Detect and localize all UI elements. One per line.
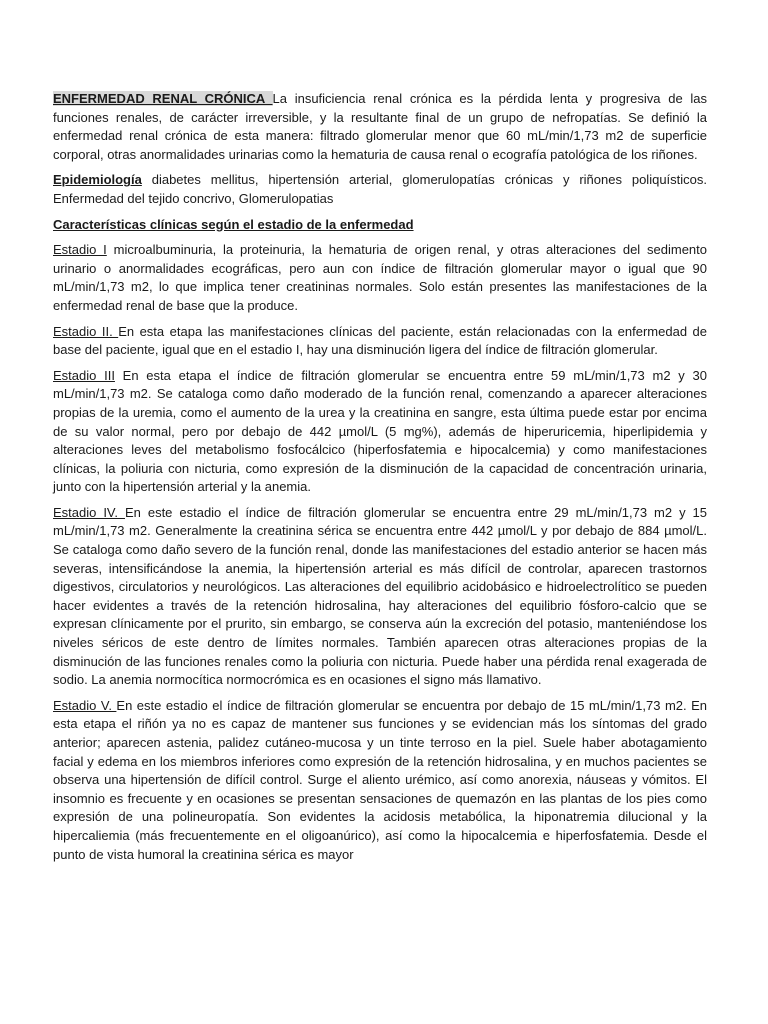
stage-5-label: Estadio V. [53,697,117,713]
section-heading: Características clínicas según el estadio de la enfermedad [53,216,414,232]
document-page [53,90,707,871]
intro-paragraph [53,90,707,164]
stage-5-paragraph [53,697,707,864]
stage-4-text: En este estadio el índice de filtración glomerular se encuentra entre 29 mL/min/1,73 m2 y 15 mL/min/1,73 m2. Generalmente la creatinina sérica se encuentra entre 442 µmol/L y por debajo de 884 µmol/L. Se cataloga como daño severo de la función renal, donde las manifestaciones del estadio anterior se hacen más severas, intensificándose la anemia, la hipertensión arterial es más difícil de controlar, aparecen trastornos digestivos, circulatorios y neurológicos. Las alteraciones del equilibrio acidobásico e hidroelectrolítico se pueden hacer evidentes a través de la retención hidrosalina, hay alteraciones del equilibrio fósforo-calcio que se expresan clínicamente por el prurito, sin embargo, se conserva aún la excreción del potasio, manteniéndose los niveles séricos de este dentro de límites normales. También aparecen otras alteraciones propias de la disminución de las funciones renales como la poliuria con nicturia. Puede haber una pérdida renal exagerada de sodio. La anemia normocítica normocrómica es en ocasiones el signo más llamativo. [53,504,707,688]
intro-text: La insuficiencia renal crónica es la pérdida lenta y progresiva de las funciones renales, de carácter irreversible, y la resultante final de un grupo de nefropatías. Se definió la enfermedad renal crónica de esta manera: filtrado glomerular menor que 60 mL/min/1,73 m2 de superficie corporal, otras anormalidades urinarias como la hematuria de causa renal o ecografía patológica de los riñones. [53,91,707,162]
epidemiology-paragraph [53,171,707,208]
stage-4-paragraph [53,504,707,690]
stage-3-paragraph [53,367,707,497]
stage-4-label: Estadio IV. [53,504,125,520]
stage-2-label: Estadio II. [53,323,119,339]
stage-3-text: En esta etapa el índice de filtración glomerular se encuentra entre 59 mL/min/1,73 m2 y 30 mL/min/1,73 m2. Se cataloga como daño moderado de la función renal, comenzando a aparecer alteraciones propias de la uremia, como el aumento de la urea y la creatinina en sangre, esta última puede estar por encima de su valor normal, pero por debajo de 442 µmol/L (5 mg%), además de hiperuricemia, hiperlipidemia y alteraciones leves del metabolismo fosfocálcico (hiperfosfatemia e hipocalcemia) y como manifestaciones clínicas, la poliuria con nicturia, como expresión de la disminución de la capacidad de concentración urinaria, junto con la hipertensión arterial y la anemia. [53,367,707,495]
epidemiology-text: diabetes mellitus, hipertensión arterial, glomerulopatías crónicas y riñones poliquísticos. Enfermedad del tejido concrivo, Glomerulopatias [53,172,707,206]
stage-1-text: microalbuminuria, la proteinuria, la hematuria de origen renal, y otras alteraciones del sedimento urinario o anormalidades ecográficas, pero aun con índice de filtración glomerular mayor o igual que 90 mL/min/1,73 m2, lo que implica tener creatininas normales. Solo están presentes las manifestaciones de la enfermedad renal de base que la produce. [53,242,707,313]
stage-5-text: En este estadio el índice de filtración glomerular se encuentra por debajo de 15 mL/min/1,73 m2. En esta etapa el riñón ya no es capaz de mantener sus funciones y se evidencian más los síntomas del grado anterior; aparecen astenia, palidez cutáneo-mucosa y un tinte terroso en la piel. Suele haber abotagamiento facial y edema en los miembros inferiores como expresión de la retención hidrosalina, y en muchos pacientes se observa una hipertensión de difícil control. Surge el aliento urémico, así como anorexia, náuseas y vómitos. El insomnio es frecuente y en ocasiones se presentan sensaciones de quemazón en las plantas de los pies como expresión de una polineuropatía. Son evidentes la acidosis metabólica, la hiponatremia dilucional y la hipercaliemia (más frecuentemente en el oligoanúrico), así como la hipocalcemia e hiperfosfatemia. Desde el punto de vista humoral la creatinina sérica es mayor [53,697,707,862]
epidemiology-label: Epidemiología [53,172,142,188]
stage-2-text: En esta etapa las manifestaciones clínicas del paciente, están relacionadas con la enfermedad de base del paciente, igual que en el estadio I, hay una disminución ligera del índice de filtración glomerular. [53,323,707,358]
stage-2-paragraph [53,323,707,360]
stage-1-label: Estadio I [53,242,107,258]
document-title: ENFERMEDAD RENAL CRÓNICA [53,91,273,106]
stage-3-label: Estadio III [53,367,115,383]
stage-1-paragraph [53,241,707,315]
